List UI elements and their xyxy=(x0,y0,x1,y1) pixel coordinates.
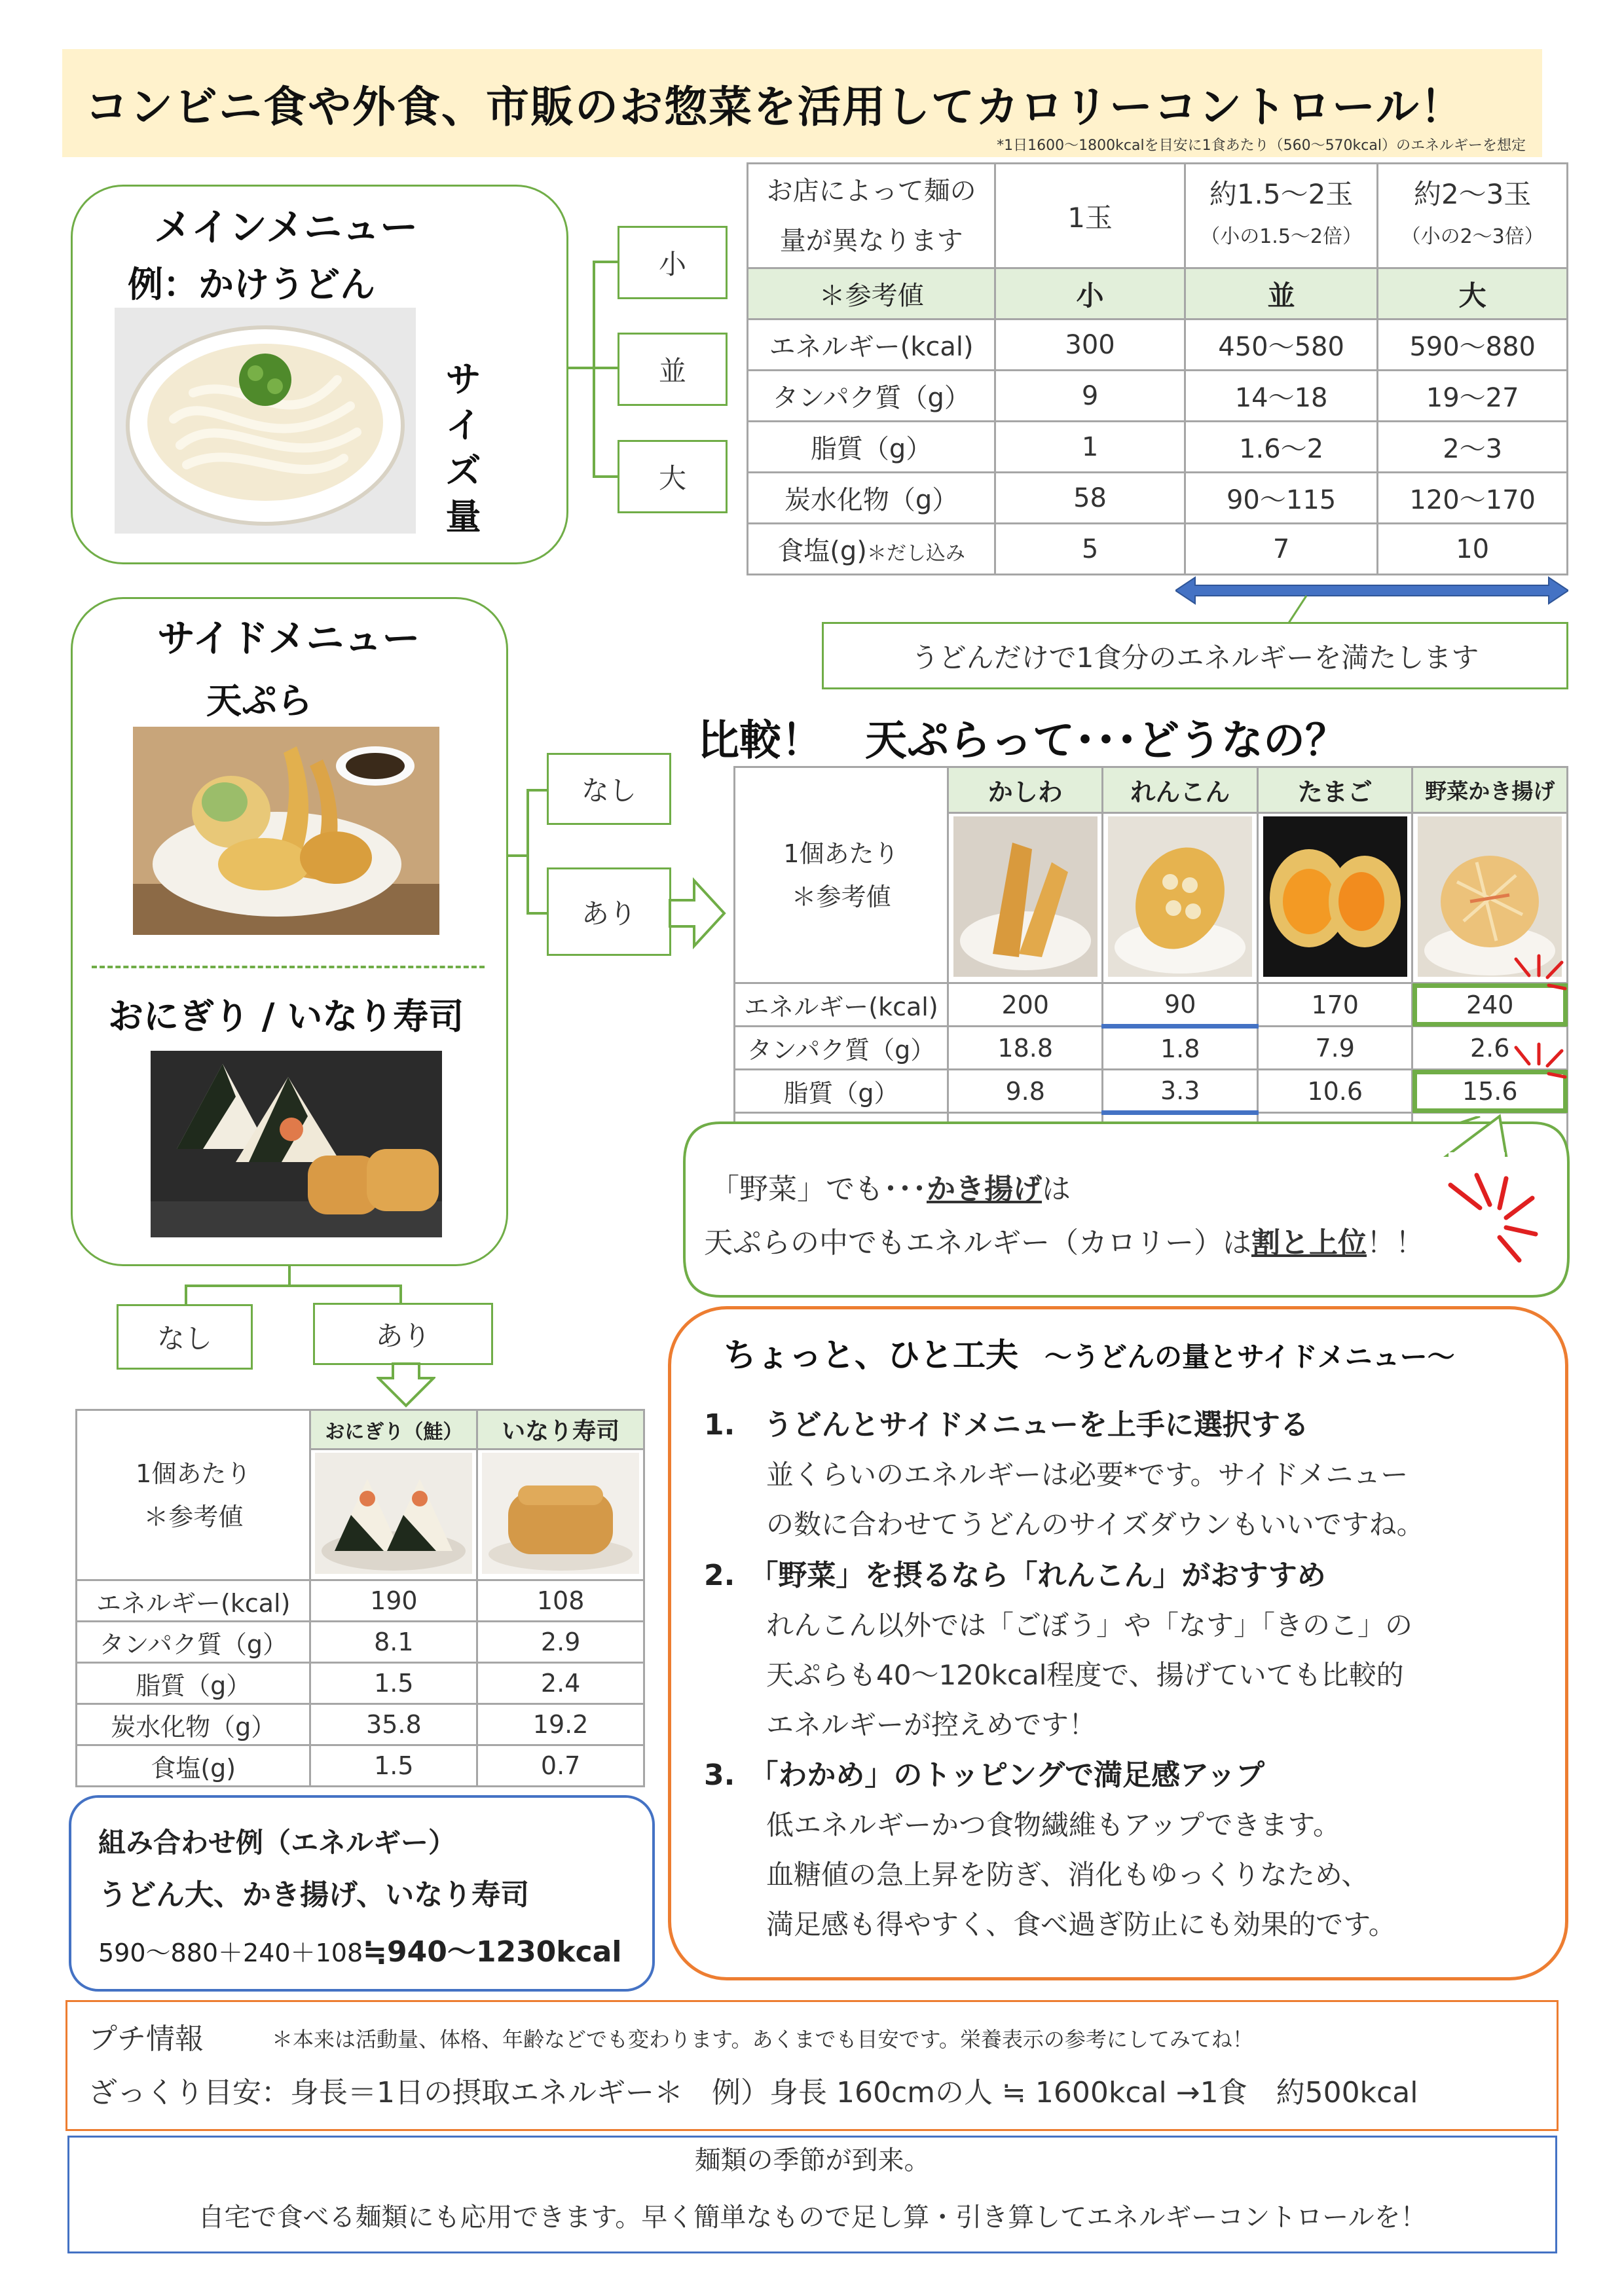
kashiwa-photo xyxy=(953,816,1098,977)
table-row: 脂質（g） 1.5 2.4 xyxy=(77,1663,644,1704)
combo-title: 組み合わせ例（エネルギー） xyxy=(98,1827,456,1859)
kakiage-fat-highlight: 15.6 xyxy=(1412,1070,1568,1113)
udon-top-large: 約2～3玉 （小の2～3倍） xyxy=(1378,164,1568,268)
size-large-box: 大 xyxy=(618,440,728,513)
onigiri-inari-photo xyxy=(151,1051,442,1237)
main-menu-heading: メインメニュー xyxy=(154,205,418,249)
table-row: 食塩(g) 1.5 0.7 xyxy=(77,1745,644,1787)
tip-2-body: れんこん以外では「ごぼう」や「なす」「きのこ」の 天ぷらも40～120kcal程度で、揚げていても比較的 エネルギーが控えめです！ xyxy=(766,1609,1413,1741)
table-row: エネルギー(kcal) 300 450～580 590～880 xyxy=(748,319,1568,371)
arrow-right-icon xyxy=(668,877,727,949)
table-row: 脂質（g） 1 1.6～2 2～3 xyxy=(748,422,1568,473)
renkon-photo xyxy=(1108,816,1252,977)
kakiage-energy-highlight: 240 xyxy=(1412,983,1568,1027)
side-menu-heading: サイドメニュー xyxy=(157,616,420,661)
petit-info-box xyxy=(65,2000,1559,2131)
side-divider xyxy=(92,966,485,968)
udon-nutrition-table xyxy=(747,162,1568,575)
onigiri-label: おにぎり / いなり寿司 xyxy=(108,996,464,1037)
page-title: コンビニ食や外食、市販のお惣菜を活用してカロリーコントロール！ xyxy=(85,82,1465,132)
arrow-down-icon xyxy=(377,1362,435,1408)
table-row: 脂質（g） 9.8 3.3 10.6 15.6 xyxy=(735,1070,1568,1113)
exclaim-burst-icon xyxy=(1441,1172,1539,1264)
size-label: サイズ量 xyxy=(445,359,481,538)
tip-3-title: 3. 「わかめ」のトッピングで満足感アップ xyxy=(704,1758,1265,1792)
onigiri-salmon-photo xyxy=(315,1453,472,1574)
tip-1-body: 並くらいのエネルギーは必要*です。サイドメニュー の数に合わせてうどんのサイズダウンもいいですね。 xyxy=(766,1459,1424,1540)
tip-2-title: 2. 「野菜」を摂るなら「れんこん」がおすすめ xyxy=(704,1559,1326,1592)
petit-note: ＊本来は活動量、体格、年齢などでも変わります。あくまでも目安です。栄養表示の参考にしてみてね！ xyxy=(272,2027,1253,2052)
footer-line1: 麺類の季節が到来。 xyxy=(694,2145,931,2176)
tempura-label: 天ぷら xyxy=(206,680,312,721)
udon-callout: うどんだけで1食分のエネルギーを満たします xyxy=(822,622,1568,689)
table-row: タンパク質（g） 18.8 1.8 7.9 2.6 xyxy=(735,1027,1568,1070)
table-row: 炭水化物（g） 58 90～115 120～170 xyxy=(748,473,1568,524)
petit-line: ざっくり目安：身長＝1日の摂取エネルギー＊ 例）身長 160cmの人 ≒ 1600kcal →1食 約500kcal xyxy=(88,2076,1418,2109)
table-row: タンパク質（g） 9 14～18 19～27 xyxy=(748,371,1568,422)
callout-tail xyxy=(1441,1113,1519,1159)
burst-icon xyxy=(1509,1041,1568,1093)
tempura-none-box: なし xyxy=(547,753,671,825)
tempura-ref-cell: 1個あたり ＊参考値 xyxy=(735,767,948,983)
tempura-nutrition-table: 1個あたり ＊参考値 かしわ れんこん たまご 野菜かき揚げ エネルギー(kcal) 200 90 170 240 タンパク質（g） 18.8 1.8 7.9 2.6 脂質（g） 9.8 3.3 10.6 15.6 xyxy=(733,766,1568,1157)
burst-icon xyxy=(1509,953,1568,1005)
onigiri-nutrition-table: 1個あたり ＊参考値 おにぎり（鮭） いなり寿司 エネルギー(kcal) 190 108 タンパク質（g） 8.1 2.9 脂質（g） 1.5 2.4 炭水化物（g） 35.8 19.2 食塩(g) 1.5 0.7 xyxy=(75,1409,645,1787)
tempura-yes-box: あり xyxy=(547,867,671,956)
udon-top-small: 1玉 xyxy=(995,164,1185,268)
onigiri-ref-cell: 1個あたり ＊参考値 xyxy=(77,1410,310,1580)
tip-1-title: 1. うどんとサイドメニューを上手に選択する xyxy=(704,1408,1309,1442)
onigiri-none-box: なし xyxy=(117,1304,253,1370)
tip-3-body: 低エネルギーかつ食物繊維もアップできます。 血糖値の急上昇を防ぎ、消化もゆっくりなため、 満足感も得やすく、食べ過ぎ防止にも効果的です。 xyxy=(766,1809,1396,1941)
combo-items: うどん大、かき揚げ、いなり寿司 xyxy=(98,1878,530,1912)
onigiri-yes-box: あり xyxy=(313,1303,493,1365)
footer-line2: 自宅で食べる麺類にも応用できます。早く簡単なもので足し算・引き算してエネルギーコントロールを！ xyxy=(198,2202,1427,2232)
tips-heading: ちょっと、ひと工夫 ～うどんの量とサイドメニュー～ xyxy=(724,1336,1455,1374)
udon-photo xyxy=(115,308,416,534)
kakiage-callout-line2: 天ぷらの中でもエネルギー（カロリー）は割と上位！！ xyxy=(704,1226,1424,1260)
table-row: エネルギー(kcal) 190 108 xyxy=(77,1580,644,1622)
table-row: 炭水化物（g） 35.8 19.2 xyxy=(77,1704,644,1745)
tempura-compare-heading: 比較！ 天ぷらって･･･どうなの？ xyxy=(697,717,1347,765)
tamago-photo xyxy=(1263,816,1407,977)
title-note: *1日1600～1800kcalを目安に1食あたり（560～570kcal）のエネルギーを想定 xyxy=(997,137,1526,154)
size-small-box: 小 xyxy=(618,226,728,299)
table-row: タンパク質（g） 8.1 2.9 xyxy=(77,1622,644,1663)
kakiage-callout-shape xyxy=(674,1116,1572,1303)
combo-formula: 590～880＋240＋108≒940～1230kcal xyxy=(98,1935,622,1969)
inari-photo xyxy=(482,1453,639,1574)
petit-label: プチ情報 xyxy=(88,2022,204,2056)
tempura-photo xyxy=(133,727,439,935)
kakiage-callout-line1: 「野菜」でも･･･かき揚げは xyxy=(710,1173,1071,1206)
size-medium-box: 並 xyxy=(618,333,728,406)
table-row: エネルギー(kcal) 200 90 170 240 xyxy=(735,983,1568,1027)
table-row: 食塩(g)＊だし込み 5 7 10 xyxy=(748,524,1568,575)
table-row: ＊参考値 小 並 大 xyxy=(748,268,1568,319)
udon-note-cell: お店によって麺の 量が異なります xyxy=(748,164,995,268)
udon-top-medium: 約1.5～2玉 （小の1.5～2倍） xyxy=(1185,164,1377,268)
main-menu-example: 例：かけうどん xyxy=(128,264,375,305)
